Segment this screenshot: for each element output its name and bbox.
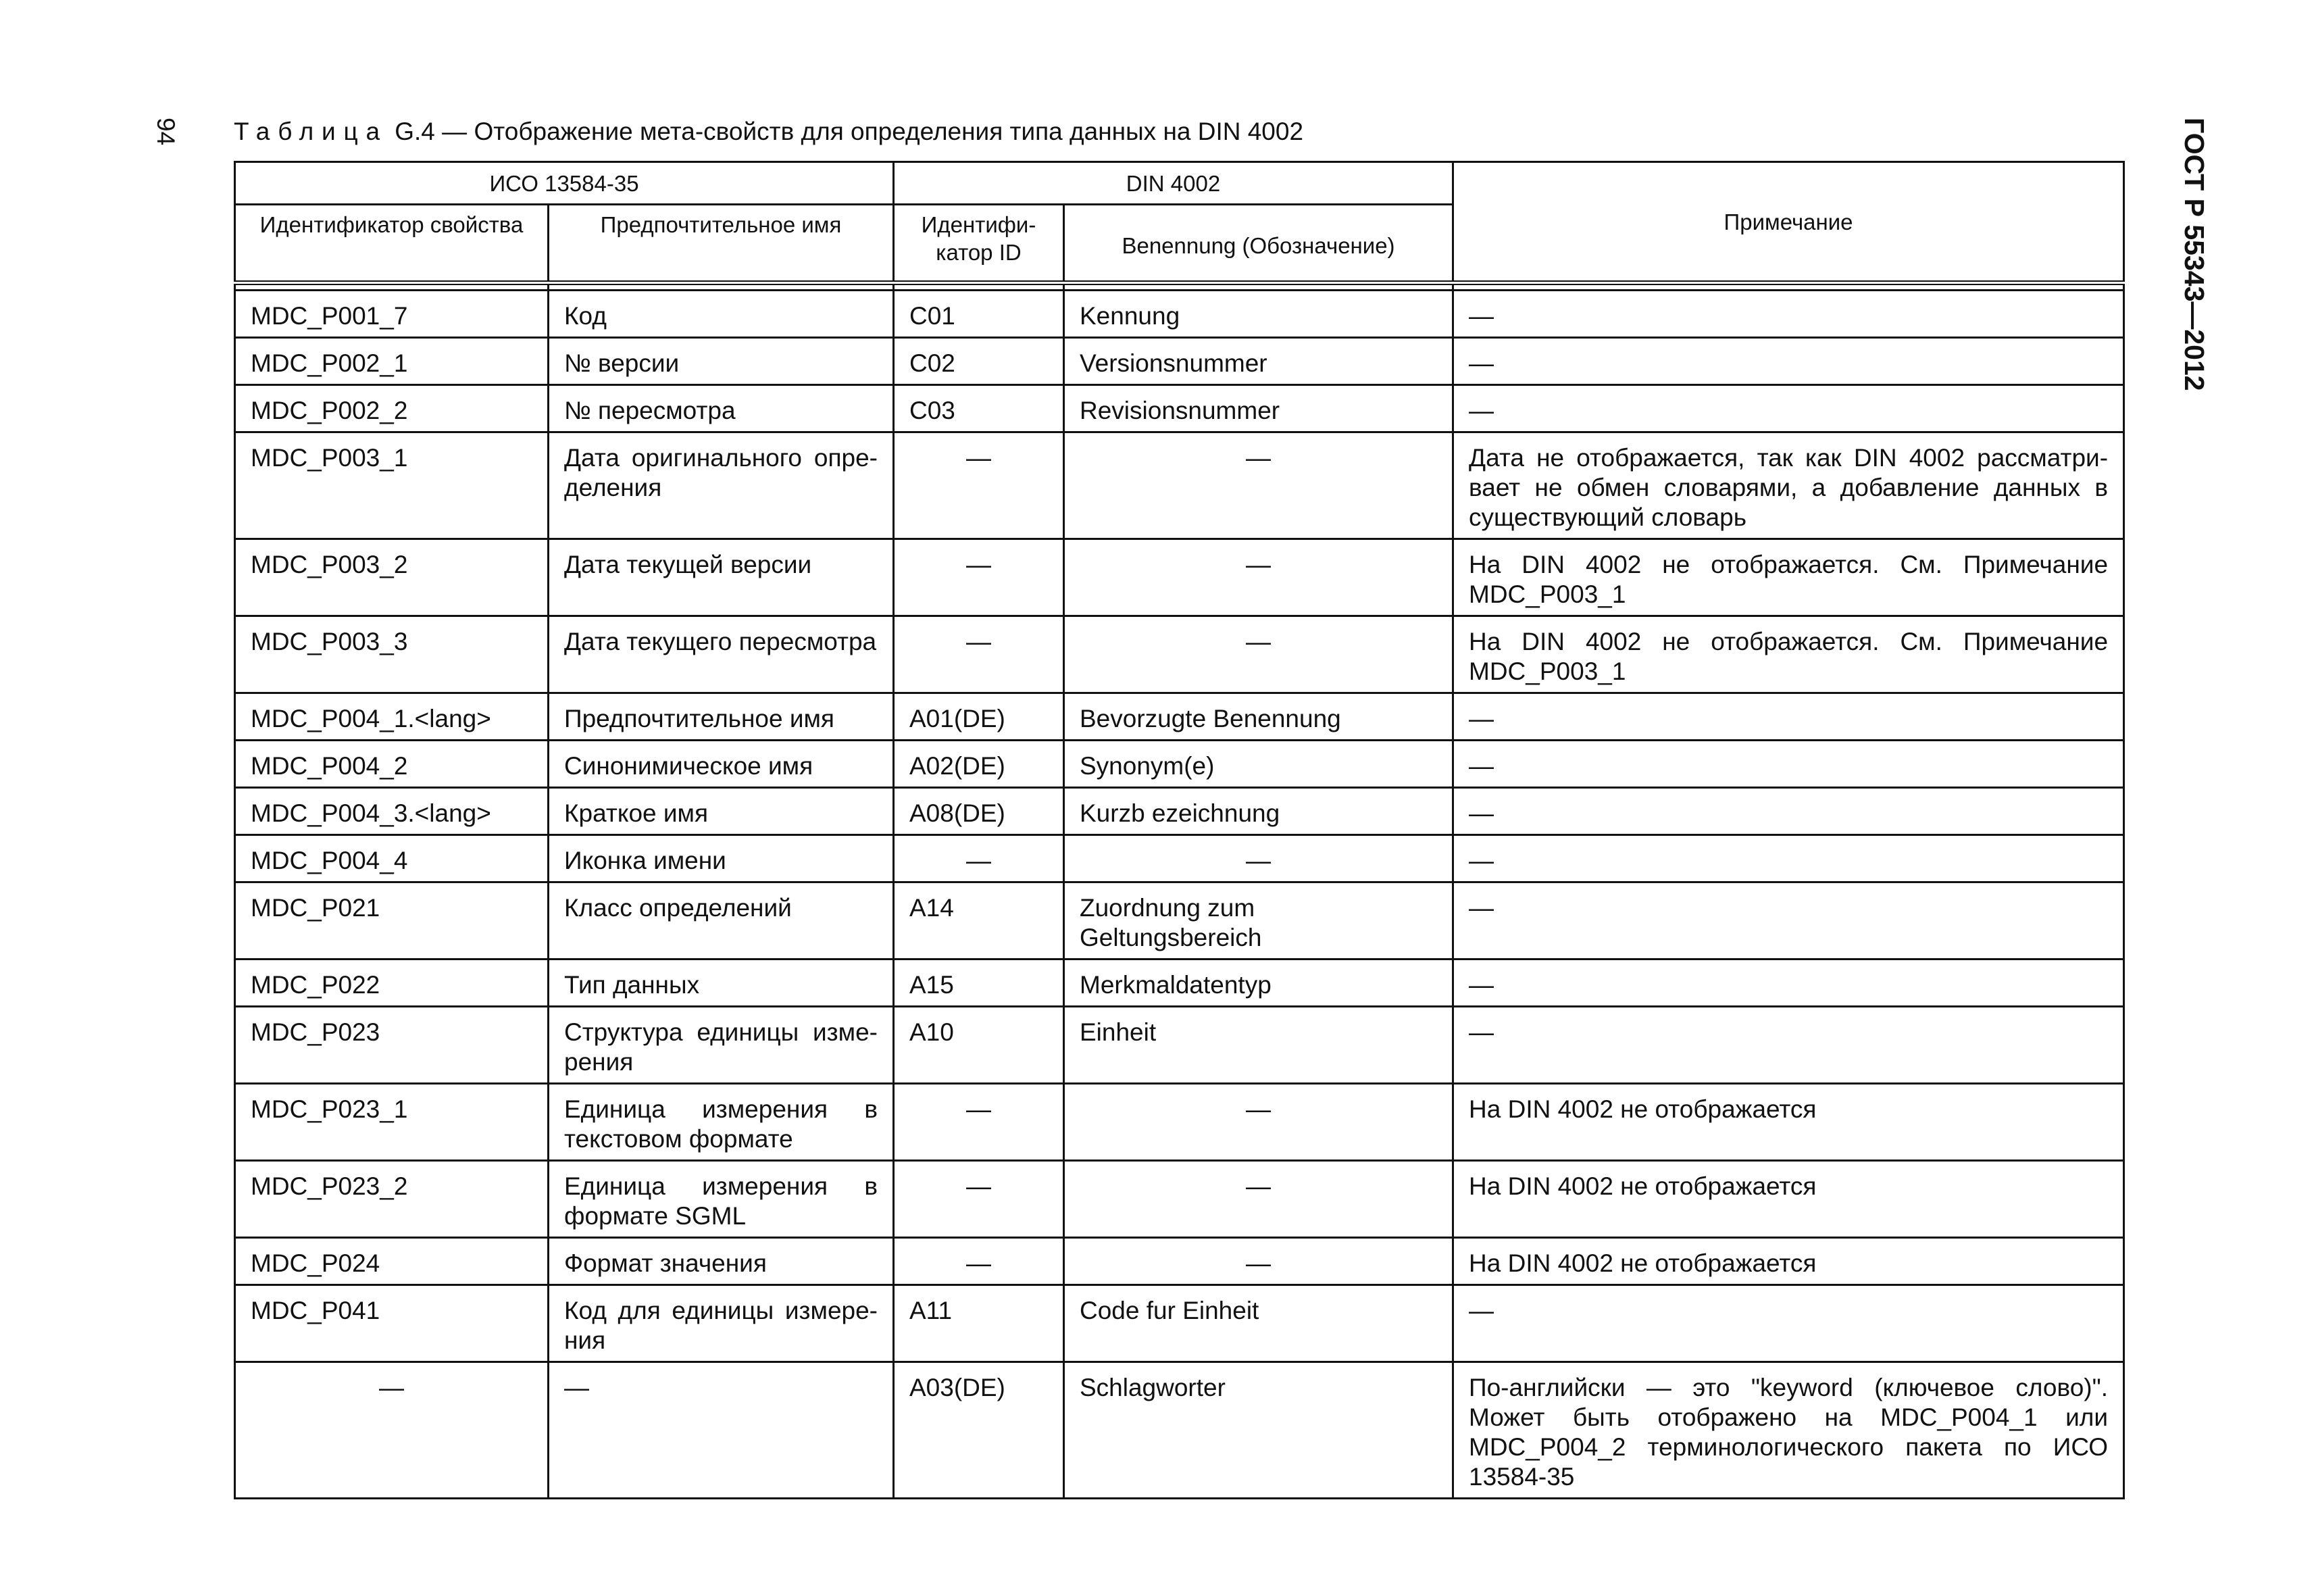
- page-number: 94: [152, 118, 180, 146]
- din-id-cell: A02(DE): [894, 741, 1064, 788]
- din-id-cell: A15: [894, 959, 1064, 1007]
- table-title-prefix: Таблица: [234, 118, 388, 145]
- mapping-table: [234, 161, 2125, 1499]
- iso-name-cell: Краткое имя: [549, 788, 894, 835]
- note-cell: —: [1453, 1285, 2124, 1362]
- note-cell: На DIN 4002 не отображается. См. Примечание MDC_P003_1: [1453, 539, 2124, 616]
- note-cell: —: [1453, 835, 2124, 882]
- din-name-cell: Kurzb ezeichnung: [1064, 788, 1453, 835]
- iso-name-cell: Единица измерения в формате SGML: [549, 1161, 894, 1238]
- iso-id-cell: MDC_P002_1: [235, 338, 549, 385]
- iso-id-cell: MDC_P021: [235, 882, 549, 959]
- din-id-cell: A11: [894, 1285, 1064, 1362]
- din-id-cell: A14: [894, 882, 1064, 959]
- iso-name-cell: Структура единицы изме-рения: [549, 1007, 894, 1084]
- iso-id-cell: MDC_P004_2: [235, 741, 549, 788]
- table-row: [235, 1362, 2124, 1499]
- din-id-cell: —: [894, 539, 1064, 616]
- iso-id-cell: MDC_P023_2: [235, 1161, 549, 1238]
- header-group-din: DIN 4002: [894, 162, 1453, 205]
- iso-id-cell: MDC_P003_2: [235, 539, 549, 616]
- din-name-cell: Einheit: [1064, 1007, 1453, 1084]
- table-row: [235, 741, 2124, 788]
- note-cell: —: [1453, 741, 2124, 788]
- note-cell: На DIN 4002 не отображается: [1453, 1084, 2124, 1161]
- table-row: [235, 616, 2124, 693]
- iso-name-cell: Формат значения: [549, 1238, 894, 1285]
- standard-code: ГОСТ Р 55343—2012: [2179, 118, 2210, 391]
- iso-name-cell: № пересмотра: [549, 385, 894, 432]
- table-row: [235, 693, 2124, 741]
- din-name-cell: —: [1064, 1084, 1453, 1161]
- table-row: [235, 338, 2124, 385]
- table-row: [235, 291, 2124, 338]
- table-row: [235, 882, 2124, 959]
- iso-id-cell: MDC_P022: [235, 959, 549, 1007]
- note-cell: На DIN 4002 не отображается: [1453, 1238, 2124, 1285]
- din-name-cell: Schlagworter: [1064, 1362, 1453, 1499]
- iso-id-cell: MDC_P003_3: [235, 616, 549, 693]
- din-name-cell: Versionsnummer: [1064, 338, 1453, 385]
- din-name-cell: —: [1064, 1161, 1453, 1238]
- table-row: [235, 1238, 2124, 1285]
- header-note: Примечание: [1453, 162, 2124, 283]
- din-id-cell: C01: [894, 291, 1064, 338]
- table-title: [234, 118, 1303, 146]
- header-din-name: Benennung (Обозначение): [1064, 205, 1453, 283]
- iso-id-cell: MDC_P004_3.<lang>: [235, 788, 549, 835]
- iso-id-cell: MDC_P041: [235, 1285, 549, 1362]
- din-name-cell: —: [1064, 432, 1453, 539]
- din-id-cell: A10: [894, 1007, 1064, 1084]
- table-title-text: G.4 — Отображение мета-свойств для определения типа данных на DIN 4002: [395, 118, 1304, 145]
- din-id-cell: —: [894, 1161, 1064, 1238]
- din-name-cell: Merkmaldatentyp: [1064, 959, 1453, 1007]
- iso-name-cell: Единица измерения в текстовом формате: [549, 1084, 894, 1161]
- din-name-cell: —: [1064, 1238, 1453, 1285]
- din-id-cell: —: [894, 835, 1064, 882]
- din-name-cell: Kennung: [1064, 291, 1453, 338]
- iso-name-cell: —: [549, 1362, 894, 1499]
- din-name-cell: Synonym(e): [1064, 741, 1453, 788]
- iso-name-cell: Дата оригинального опре-деления: [549, 432, 894, 539]
- iso-id-cell: —: [235, 1362, 549, 1499]
- table-row: [235, 788, 2124, 835]
- iso-name-cell: № версии: [549, 338, 894, 385]
- note-cell: По-английски — это "keyword (ключевое слово)". Может быть отображено на MDC_P004_1 или MDC_P004_2 терминологического пакета по ИСО 13584-35: [1453, 1362, 2124, 1499]
- din-id-cell: A03(DE): [894, 1362, 1064, 1499]
- note-cell: На DIN 4002 не отображается. См. Примечание MDC_P003_1: [1453, 616, 2124, 693]
- note-cell: —: [1453, 882, 2124, 959]
- din-id-cell: —: [894, 616, 1064, 693]
- note-cell: —: [1453, 385, 2124, 432]
- note-cell: —: [1453, 959, 2124, 1007]
- header-din-id: Идентифи-катор ID: [894, 205, 1064, 283]
- iso-name-cell: Тип данных: [549, 959, 894, 1007]
- iso-name-cell: Класс определений: [549, 882, 894, 959]
- iso-name-cell: Дата текущего пересмотра: [549, 616, 894, 693]
- din-id-cell: A01(DE): [894, 693, 1064, 741]
- din-name-cell: Zuordnung zum Geltungsbereich: [1064, 882, 1453, 959]
- table-row: [235, 432, 2124, 539]
- din-id-cell: C02: [894, 338, 1064, 385]
- iso-name-cell: Иконка имени: [549, 835, 894, 882]
- iso-name-cell: Дата текущей версии: [549, 539, 894, 616]
- iso-id-cell: MDC_P002_2: [235, 385, 549, 432]
- header-iso-name: Предпочтительное имя: [549, 205, 894, 283]
- din-id-cell: C03: [894, 385, 1064, 432]
- note-cell: —: [1453, 1007, 2124, 1084]
- note-cell: На DIN 4002 не отображается: [1453, 1161, 2124, 1238]
- table-row: [235, 385, 2124, 432]
- header-separator: [235, 283, 2124, 291]
- iso-id-cell: MDC_P024: [235, 1238, 549, 1285]
- iso-name-cell: Код: [549, 291, 894, 338]
- din-id-cell: —: [894, 1238, 1064, 1285]
- iso-name-cell: Предпочтительное имя: [549, 693, 894, 741]
- din-id-cell: —: [894, 432, 1064, 539]
- header-iso-id: Идентификатор свойства: [235, 205, 549, 283]
- din-name-cell: —: [1064, 539, 1453, 616]
- din-name-cell: —: [1064, 835, 1453, 882]
- table-row: [235, 1285, 2124, 1362]
- table-row: [235, 1007, 2124, 1084]
- header-group-iso: ИСО 13584-35: [235, 162, 894, 205]
- iso-id-cell: MDC_P004_1.<lang>: [235, 693, 549, 741]
- table-row: [235, 959, 2124, 1007]
- table-row: [235, 1161, 2124, 1238]
- note-cell: —: [1453, 693, 2124, 741]
- din-name-cell: —: [1064, 616, 1453, 693]
- iso-id-cell: MDC_P004_4: [235, 835, 549, 882]
- din-id-cell: —: [894, 1084, 1064, 1161]
- table-row: [235, 1084, 2124, 1161]
- iso-id-cell: MDC_P001_7: [235, 291, 549, 338]
- iso-id-cell: MDC_P023_1: [235, 1084, 549, 1161]
- note-cell: —: [1453, 338, 2124, 385]
- din-name-cell: Bevorzugte Benennung: [1064, 693, 1453, 741]
- iso-id-cell: MDC_P003_1: [235, 432, 549, 539]
- table-body: [235, 283, 2124, 1499]
- note-cell: Дата не отображается, так как DIN 4002 рассматри-вает не обмен словарями, а добавление данных в существующий словарь: [1453, 432, 2124, 539]
- din-name-cell: Revisionsnummer: [1064, 385, 1453, 432]
- note-cell: —: [1453, 291, 2124, 338]
- din-id-cell: A08(DE): [894, 788, 1064, 835]
- note-cell: —: [1453, 788, 2124, 835]
- iso-name-cell: Синонимическое имя: [549, 741, 894, 788]
- iso-name-cell: Код для единицы измере-ния: [549, 1285, 894, 1362]
- iso-id-cell: MDC_P023: [235, 1007, 549, 1084]
- table-row: [235, 539, 2124, 616]
- table-row: [235, 835, 2124, 882]
- din-name-cell: Code fur Einheit: [1064, 1285, 1453, 1362]
